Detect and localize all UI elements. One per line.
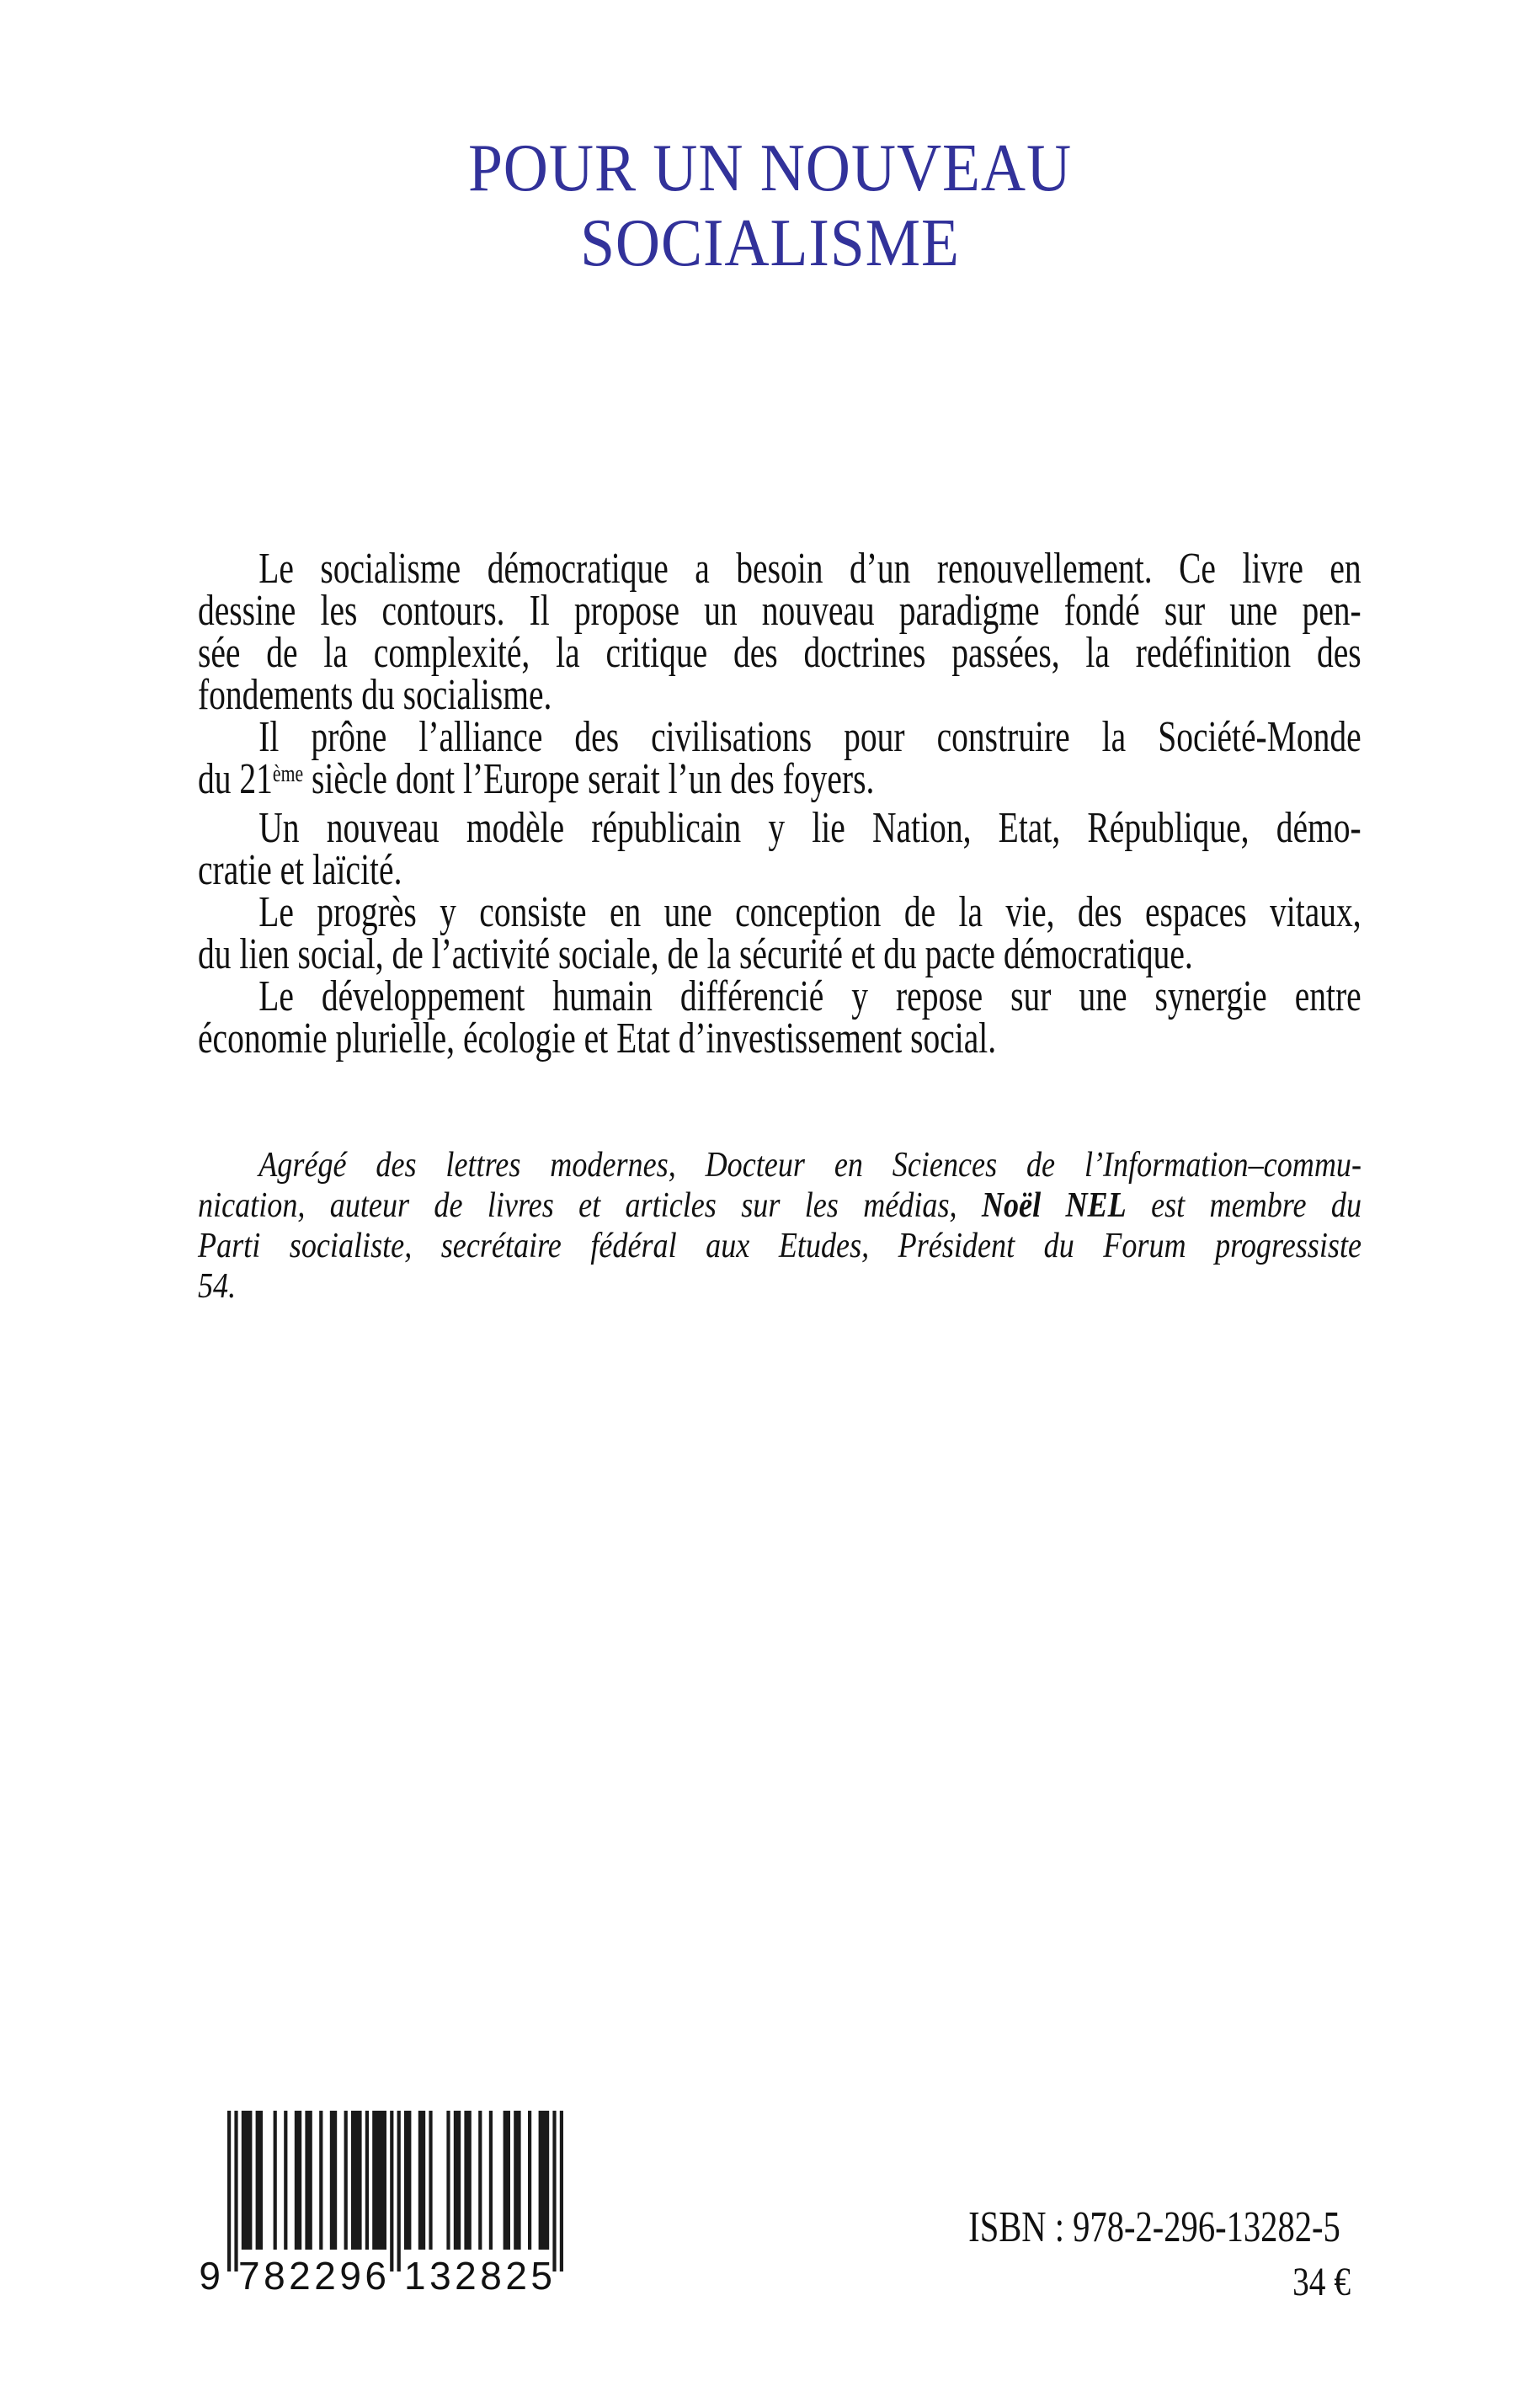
text-line: Agrégé des lettres modernes, Docteur en Sciences de l’Information–commu- (258, 1146, 1362, 1185)
text-line: du lien social, de l’activité sociale, de la sécurité et du pacte démocratique. (198, 930, 1193, 978)
barcode-digit-group-lead (173, 2251, 221, 2300)
text-line: cratie et laïcité. (198, 846, 402, 894)
barcode-digit: 9 (199, 2254, 221, 2298)
isbn-label: ISBN : 978-2-296-13282-5 (968, 2203, 1340, 2251)
barcode-digit: 8 (264, 2254, 285, 2298)
barcode-digit: 2 (455, 2254, 477, 2298)
ean13-barcode (199, 2111, 563, 2304)
barcode-digit: 8 (480, 2254, 502, 2298)
barcode-digit-group-right (404, 2251, 552, 2300)
barcode-digit: 5 (530, 2254, 552, 2298)
text-line: du 21ème siècle dont l’Europe serait l’un des foyers. (198, 755, 875, 803)
book-title-line-2: SOCIALISME (580, 206, 960, 280)
author-bio-text (198, 1145, 1361, 1307)
barcode-digit: 7 (238, 2254, 260, 2298)
text-line: Un nouveau modèle républicain y lie Nation, Etat, République, démo- (258, 804, 1361, 852)
text-line: Le progrès y consiste en une conception de la vie, des espaces vitaux, (258, 888, 1361, 936)
barcode-digit: 9 (339, 2254, 361, 2298)
book-title (61, 131, 1479, 281)
synopsis-text (198, 545, 1361, 1063)
price-label: 34 € (1292, 2260, 1351, 2304)
text-line: fondements du socialisme. (198, 671, 552, 719)
text-line: Le socialisme démocratique a besoin d’un renouvellement. Ce livre en (258, 545, 1361, 593)
text-line: économie plurielle, écologie et Etat d’investissement social. (198, 1015, 997, 1063)
text-line: sée de la complexité, la critique des doctrines passées, la redéfinition des (198, 629, 1361, 677)
barcode-digit: 6 (365, 2254, 386, 2298)
barcode-digit: 2 (314, 2254, 336, 2298)
text-line: 54. (198, 1267, 237, 1306)
text-line: Parti socialiste, secrétaire fédéral aux Etudes, Président du Forum progressiste (198, 1227, 1362, 1265)
text-line: nication, auteur de livres et articles sur les médias, Noël NEL est membre du (198, 1186, 1362, 1225)
barcode-digit: 2 (289, 2254, 311, 2298)
barcode-digit-group-left (238, 2251, 386, 2300)
book-title-line-1: POUR UN NOUVEAU (467, 131, 1073, 205)
text-line: dessine les contours. Il propose un nouveau paradigme fondé sur une pen- (198, 587, 1361, 635)
text-line: Le développement humain différencié y repose sur une synergie entre (258, 972, 1361, 1020)
text-line: Il prône l’alliance des civilisations pour construire la Société-Monde (258, 713, 1361, 761)
barcode-digit: 3 (429, 2254, 451, 2298)
barcode-digit: 1 (404, 2254, 426, 2298)
barcode-digit: 2 (505, 2254, 527, 2298)
